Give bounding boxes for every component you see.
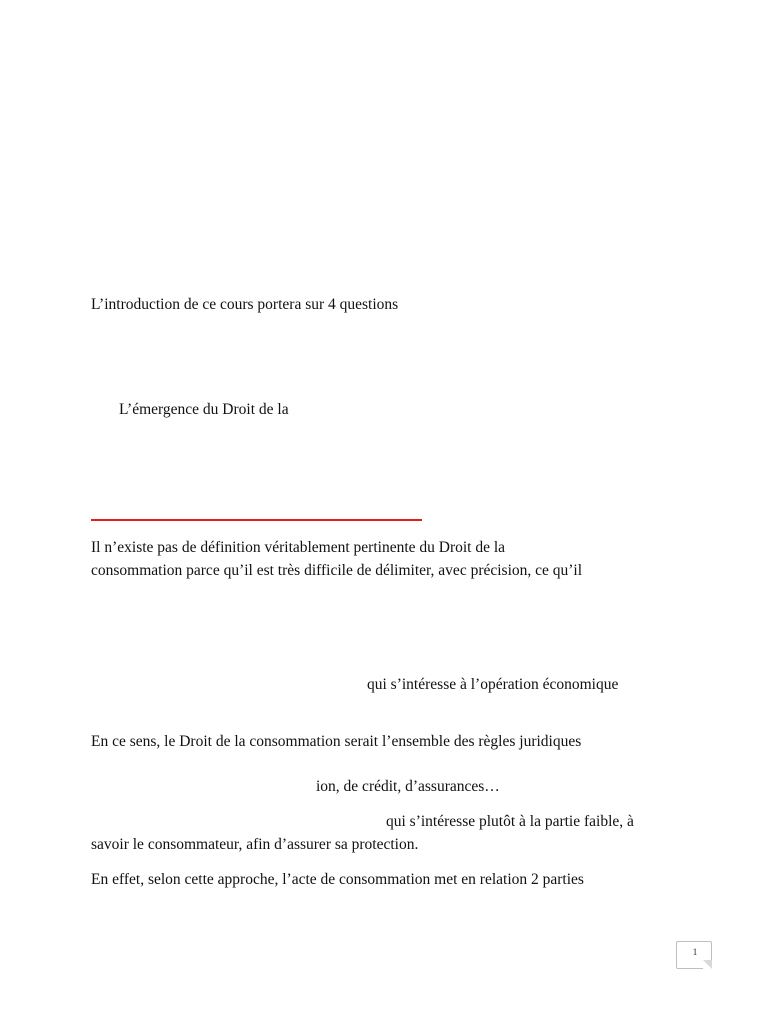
definition-line-2: consommation parce qu’il est très difficile de délimiter, avec précision, ce qu’il — [91, 562, 583, 579]
definition-line-1: Il n’existe pas de définition véritablement pertinente du Droit de la — [91, 539, 506, 556]
protective-approach-line-2: savoir le consommateur, afin d’assurer sa protection. — [91, 836, 419, 853]
intro-paragraph: L’introduction de ce cours portera sur 4 questions — [91, 296, 399, 313]
economic-approach-line: qui s’intéresse à l’opération économique — [367, 676, 619, 693]
page-number-badge — [676, 941, 712, 969]
page-number: 1 — [692, 947, 698, 957]
page-fold-icon — [703, 960, 712, 969]
sense-line-1: En ce sens, le Droit de la consommation serait l’ensemble des règles juridiques — [91, 733, 582, 750]
red-divider-line — [91, 519, 422, 521]
protective-approach-line-1: qui s’intéresse plutôt à la partie faible, à — [386, 813, 634, 830]
sense-line-2: ion, de crédit, d’assurances… — [316, 778, 500, 795]
effect-line-1: En effet, selon cette approche, l’acte de consommation met en relation 2 parties — [91, 871, 584, 888]
section-heading: L’émergence du Droit de la — [119, 401, 289, 418]
